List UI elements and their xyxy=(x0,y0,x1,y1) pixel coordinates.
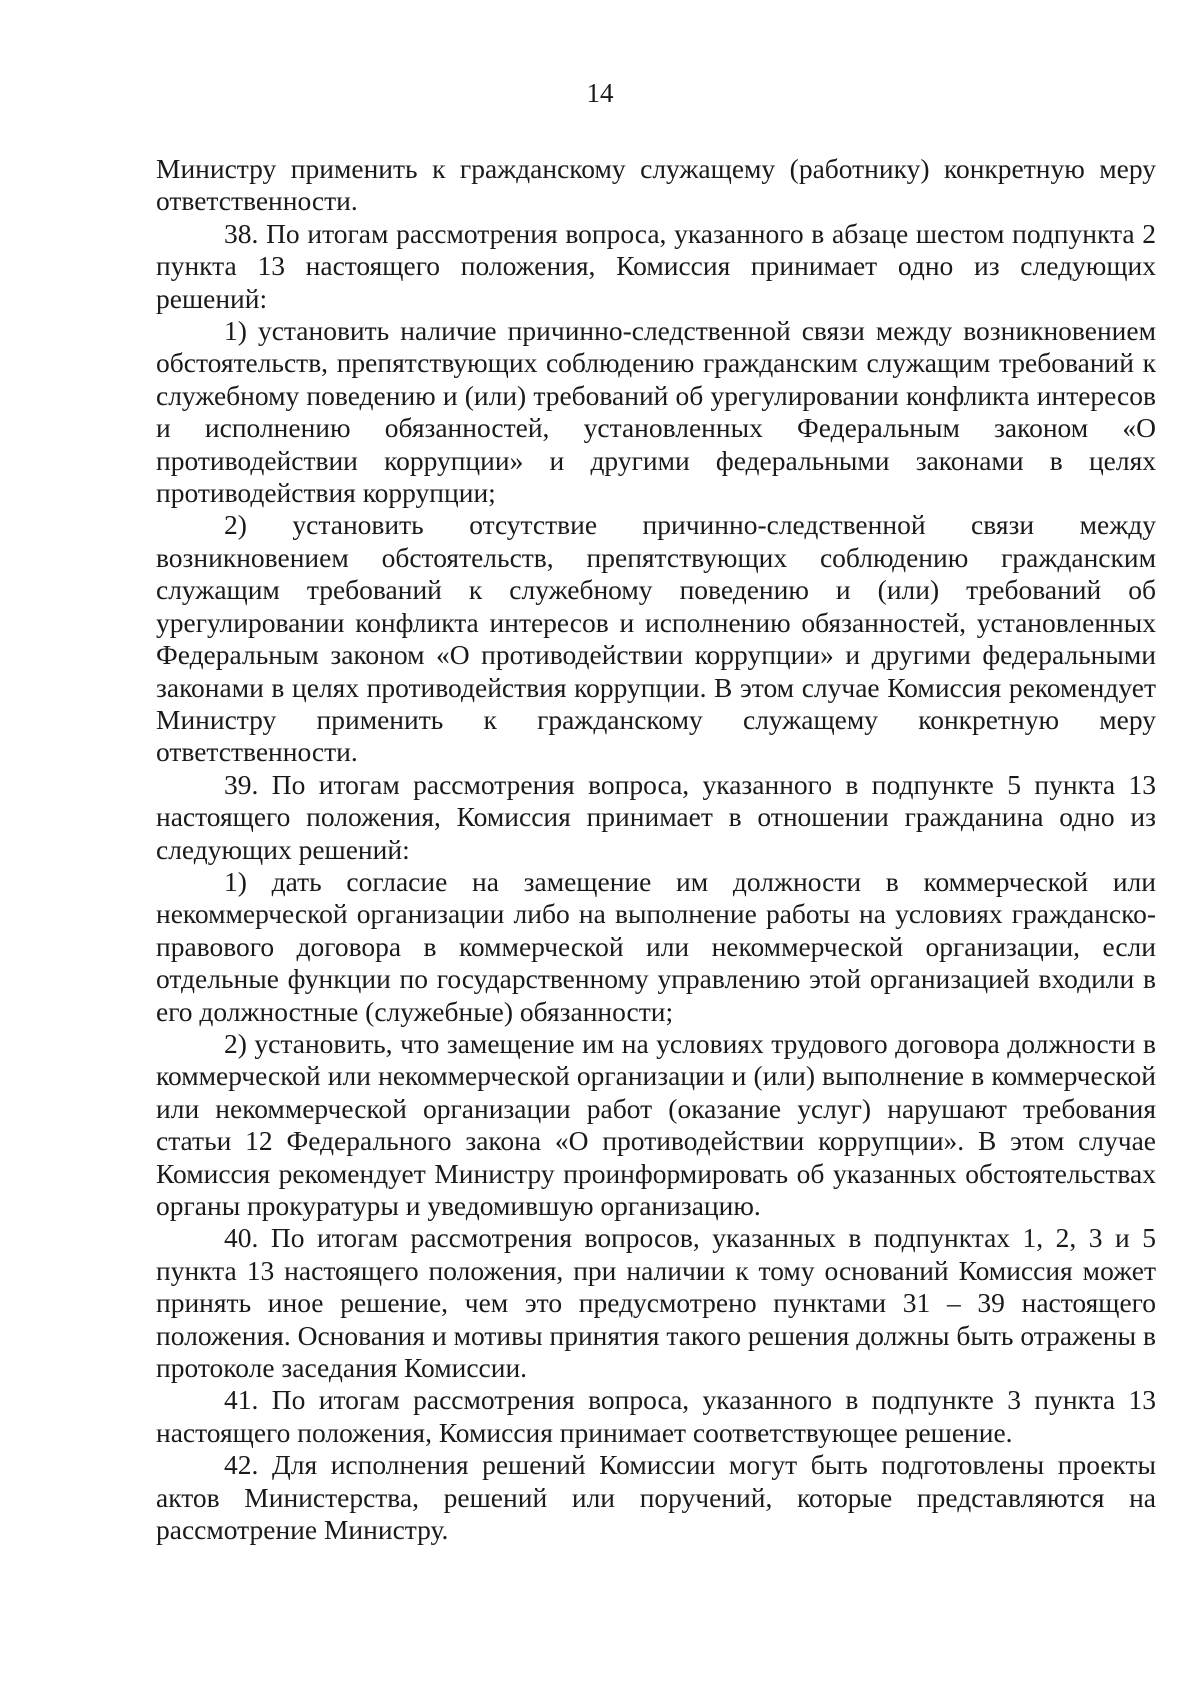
paragraph-continuation: Министру применить к гражданскому служащему (работнику) конкретную меру ответственности. xyxy=(156,153,1156,217)
paragraph-item-38-subitem-2: 2) установить отсутствие причинно-следственной связи между возникновением обстоятельств, препятствующих соблюдению гражданским служащим требований к служебному поведению и (или) требований об урегулировании конфликта интересов и исполнению обязанностей, установленных Федеральным законом «О противодействии коррупции» и другими федеральными законами в целях противодействия коррупции. В этом случае Комиссия рекомендует Министру применить к гражданскому служащему конкретную меру ответственности. xyxy=(156,509,1156,768)
paragraph-item-39: 39. По итогам рассмотрения вопроса, указанного в подпункте 5 пункта 13 настоящего положения, Комиссия принимает в отношении гражданина одно из следующих решений: xyxy=(156,768,1156,865)
paragraph-item-41: 41. По итогам рассмотрения вопроса, указанного в подпункте 3 пункта 13 настоящего положения, Комиссия принимает соответствующее решение. xyxy=(156,1384,1156,1448)
document-body xyxy=(156,153,1156,1546)
paragraph-item-40: 40. По итогам рассмотрения вопросов, указанных в подпунктах 1, 2, 3 и 5 пункта 13 настоящего положения, при наличии к тому оснований Комиссия может принять иное решение, чем это предусмотрено пунктами 31 – 39 настоящего положения. Основания и мотивы принятия такого решения должны быть отражены в протоколе заседания Комиссии. xyxy=(156,1222,1156,1384)
page-number: 14 xyxy=(586,78,614,108)
paragraph-item-39-subitem-1: 1) дать согласие на замещение им должности в коммерческой или некоммерческой организации либо на выполнение работы на условиях гражданско-правового договора в коммерческой или некоммерческой организации, если отдельные функции по государственному управлению этой организацией входили в его должностные (служебные) обязанности; xyxy=(156,865,1156,1027)
paragraph-item-39-subitem-2: 2) установить, что замещение им на условиях трудового договора должности в коммерческой или некоммерческой организации и (или) выполнение в коммерческой или некоммерческой организации работ (оказание услуг) нарушают требования статьи 12 Федерального закона «О противодействии коррупции». В этом случае Комиссия рекомендует Министру проинформировать об указанных обстоятельствах органы прокуратуры и уведомившую организацию. xyxy=(156,1027,1156,1221)
paragraph-item-42: 42. Для исполнения решений Комиссии могут быть подготовлены проекты актов Министерства, решений или поручений, которые представляются на рассмотрение Министру. xyxy=(156,1449,1156,1546)
paragraph-item-38: 38. По итогам рассмотрения вопроса, указанного в абзаце шестом подпункта 2 пункта 13 настоящего положения, Комиссия принимает одно из следующих решений: xyxy=(156,217,1156,314)
paragraph-item-38-subitem-1: 1) установить наличие причинно-следственной связи между возникновением обстоятельств, препятствующих соблюдению гражданским служащим требований к служебному поведению и (или) требований об урегулировании конфликта интересов и исполнению обязанностей, установленных Федеральным законом «О противодействии коррупции» и другими федеральными законами в целях противодействия коррупции; xyxy=(156,315,1156,509)
